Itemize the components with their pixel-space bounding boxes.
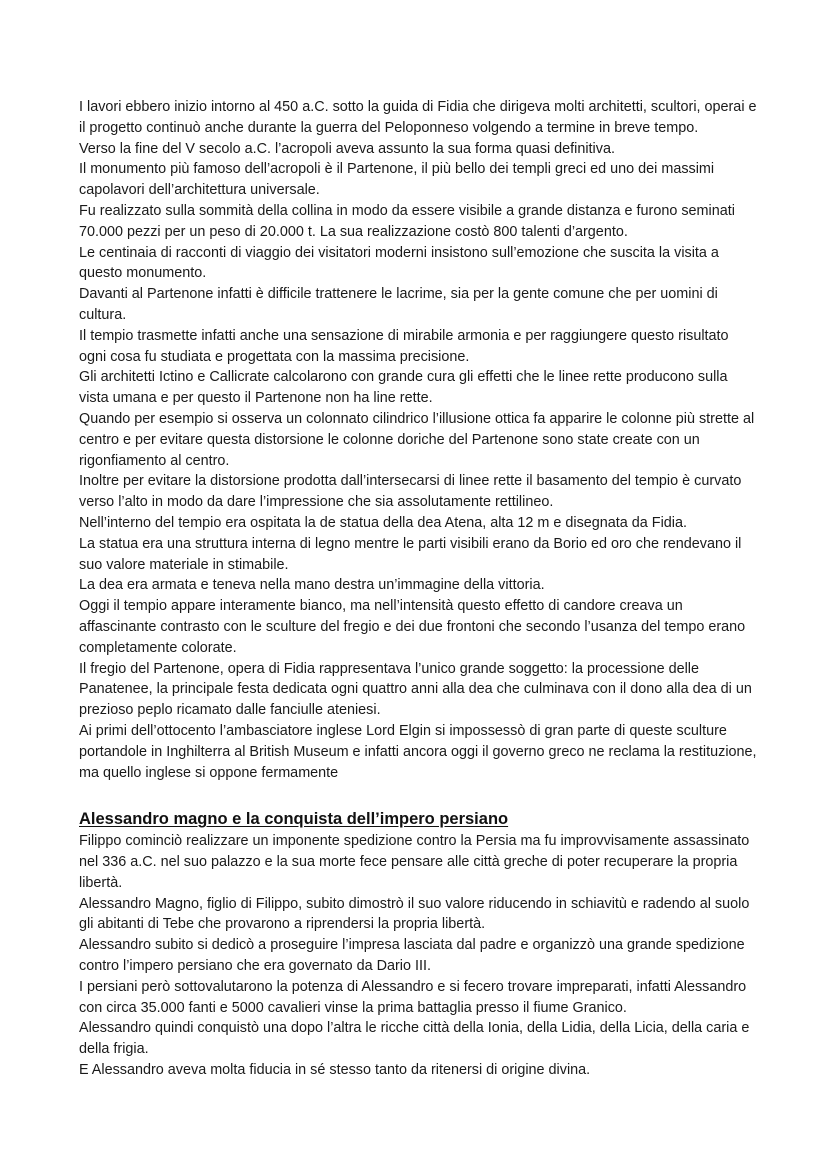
paragraph-racconti-viaggio: Le centinaia di racconti di viaggio dei visitatori moderni insistono sull’emozione che suscita la visita a questo monumento.	[79, 244, 719, 282]
paragraph-tempio-bianco: Oggi il tempio appare interamente bianco, ma nell’intensità questo effetto di candore creava un affascinante contrasto con le sculture del fregio e dei due frontoni che secondo l’usanza del tempo erano completamente colorate.	[79, 598, 746, 656]
paragraph-basamento: Inoltre per evitare la distorsione prodotta dall’intersecarsi di linee rette il basamento del tempio è curvato verso l’alto in modo da dare l’impressione che sia assolutamente rettilineo.	[79, 473, 742, 511]
paragraph-armonia: Il tempio trasmette infatti anche una sensazione di mirabile armonia e per raggiungere questo risultato ogni cosa fu studiata e progettata con la massima precisione.	[79, 327, 729, 365]
section-heading-alessandro: Alessandro magno e la conquista dell’impero persiano	[79, 810, 509, 829]
paragraph-lord-elgin: Ai primi dell’ottocento l’ambasciatore inglese Lord Elgin si impossessò di gran parte di queste sculture portandole in Inghilterra al British Museum e infatti ancora oggi il governo greco ne reclama la restituzione, ma quello inglese si oppone fermamente	[79, 722, 757, 781]
paragraph-lacrime: Davanti al Partenone infatti è difficile trattenere le lacrime, sia per la gente comune che per uomini di cultura.	[79, 286, 718, 323]
paragraph-ictino-callicrate: Gli architetti Ictino e Callicrate calcolarono con grande cura gli effetti che le linee rette producono sulla vista umana e per questo il Partenone non ha line rette.	[79, 369, 728, 407]
paragraph-filippo: Filippo cominciò realizzare un imponente spedizione contro la Persia ma fu improvvisamente assassinato nel 336 a.C. nel suo palazzo e la sua morte fece pensare alle città greche di poter recuperare la propria libertà.	[79, 833, 750, 891]
paragraph-fine-v-secolo: Verso la fine del V secolo a.C. l’acropoli aveva assunto la sua forma quasi definitiva.	[79, 140, 615, 157]
paragraph-spedizione: Alessandro subito si dedicò a proseguire l’impresa lasciata dal padre e organizzò una grande spedizione contro l’impero persiano che era governato da Dario III.	[79, 937, 745, 975]
paragraph-dea-armata: La dea era armata e teneva nella mano destra un’immagine della vittoria.	[79, 577, 545, 594]
paragraph-statua-atena: Nell’interno del tempio era ospitata la de statua della dea Atena, alta 12 m e disegnata da Fidia.	[79, 514, 687, 531]
paragraph-struttura-legno: La statua era una struttura interna di legno mentre le parti visibili erano da Borio ed oro che rendevano il suo valore materiale in stimabile.	[79, 535, 742, 573]
paragraph-ionia: Alessandro quindi conquistò una dopo l’altra le ricche città della Ionia, della Lidia, della Licia, della caria e della frigia.	[79, 1020, 750, 1058]
paragraph-realizzato-collina: Fu realizzato sulla sommità della collina in modo da essere visibile a grande distanza e furono seminati 70.000 pezzi per un peso di 20.000 t. La sua realizzazione costò 800 talenti d’argento.	[79, 202, 735, 240]
paragraph-fregio: Il fregio del Partenone, opera di Fidia rappresentava l’unico grande soggetto: la processione delle Panatenee, la principale festa dedicata ogni quattro anni alla dea che culminava con il dono alla dea di un prezioso peplo ricamato dalle fanciulle ateniesi.	[79, 660, 752, 719]
paragraph-granico: I persiani però sottovalutarono la potenza di Alessandro e si fecero trovare impreparati, infatti Alessandro con circa 35.000 fanti e 5000 cavalieri vinse la prima battaglia presso il fiume Granico.	[79, 978, 747, 1016]
document-page	[79, 97, 759, 1081]
paragraph-lavori: I lavori ebbero inizio intorno al 450 a.C. sotto la guida di Fidia che dirigeva molti architetti, scultori, operai e il progetto continuò anche durante la guerra del Peloponneso volgendo a termine in breve tempo.	[79, 99, 757, 136]
paragraph-alessandro-tebe: Alessandro Magno, figlio di Filippo, subito dimostrò il suo valore riducendo in schiavitù e radendo al suolo gli abitanti di Tebe che provarono a riprendersi la propria libertà.	[79, 895, 750, 933]
paragraph-origine-divina: E Alessandro aveva molta fiducia in sé stesso tanto da ritenersi di origine divina.	[79, 1062, 591, 1079]
paragraph-colonnato: Quando per esempio si osserva un colonnato cilindrico l’illusione ottica fa apparire le colonne più strette al centro e per evitare questa distorsione le colonne doriche del Partenone sono state create con un rigonfiamento al centro.	[79, 410, 755, 469]
paragraph-monumento-famoso: Il monumento più famoso dell’acropoli è il Partenone, il più bello dei templi greci ed uno dei massimi capolavori dell’architettura universale.	[79, 161, 715, 199]
